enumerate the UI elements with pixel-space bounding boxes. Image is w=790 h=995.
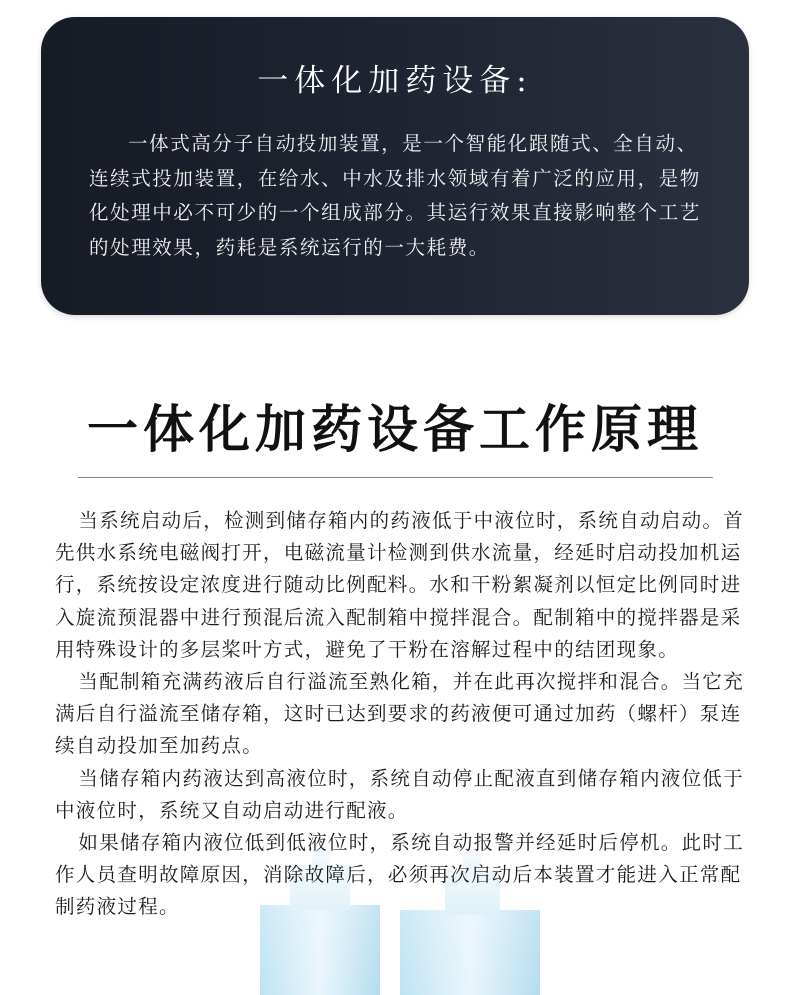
principle-paragraph: 当储存箱内药液达到高液位时，系统自动停止配液直到储存箱内液位低于中液位时，系统又自动启动进行配液。 <box>55 766 744 822</box>
principle-text <box>55 505 760 924</box>
intro-paragraph: 一体式高分子自动投加装置，是一个智能化跟随式、全自动、连续式投加装置，在给水、中水及排水领域有着广泛的应用，是物化处理中必不可少的一个组成部分。其运行效果直接影响整个工艺的处理效果，药耗是系统运行的一大耗费。 <box>89 132 701 259</box>
principle-paragraph: 当系统启动后，检测到储存箱内的药液低于中液位时，系统自动启动。首先供水系统电磁阀打开，电磁流量计检测到供水流量，经延时启动投加机运行，系统按设定浓度进行随动比例配料。水和干粉絮凝剂以恒定比例同时进入旋流预混器中进行预混后流入配制箱中搅拌混合。配制箱中的搅拌器是采用特殊设计的多层桨叶方式，避免了干粉在溶解过程中的结团现象。 <box>55 509 744 661</box>
principle-paragraph: 如果储存箱内液位低到低液位时，系统自动报警并经延时后停机。此时工作人员查明故障原因，消除故障后，必须再次启动后本装置才能进入正常配制药液过程。 <box>55 831 744 919</box>
section-title: 一体化加药设备工作原理 <box>86 400 703 460</box>
intro-card <box>41 17 749 315</box>
principle-paragraph: 当配制箱充满药液后自行溢流至熟化箱，并在此再次搅拌和混合。当它充满后自行溢流至储存箱，这时已达到要求的药液便可通过加药（螺杆）泵连续自动投加至加药点。 <box>55 670 744 758</box>
section-divider <box>78 477 713 478</box>
intro-title: 一体化加药设备: <box>257 63 533 99</box>
